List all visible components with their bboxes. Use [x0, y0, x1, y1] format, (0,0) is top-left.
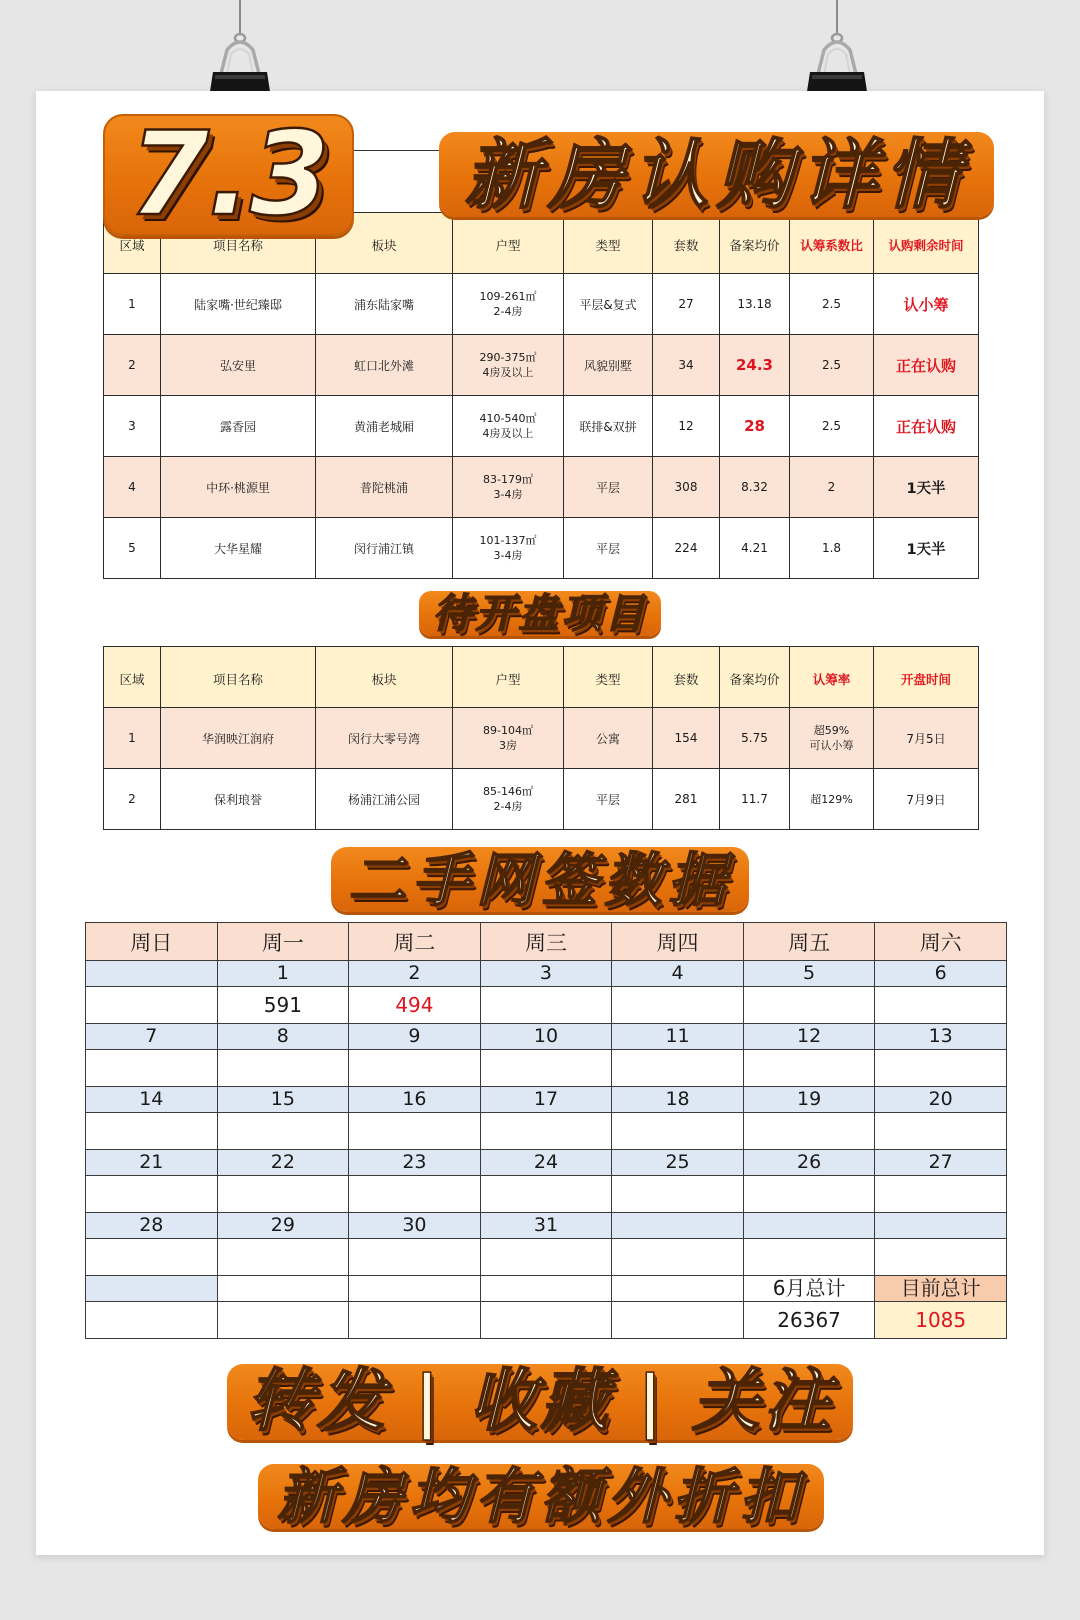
cell-rooms: 3房 — [499, 739, 517, 752]
binder-clip-right — [802, 0, 872, 104]
cell-rooms: 4房及以上 — [482, 427, 534, 440]
cell-open-date: 7月9日 — [874, 769, 979, 830]
count-cell — [612, 1239, 744, 1276]
current-total-value: 1085 — [875, 1302, 1007, 1339]
totals-spacer — [349, 1276, 481, 1302]
discount-banner — [258, 1461, 824, 1532]
col-header-price: 备案均价 — [720, 213, 790, 274]
cell-layout — [453, 335, 564, 396]
cell-ratio: 2 — [790, 457, 874, 518]
col-header-district: 板块 — [316, 647, 453, 708]
cell-type: 公寓 — [564, 708, 653, 769]
cell-no: 5 — [104, 518, 161, 579]
col-header-type: 类型 — [564, 213, 653, 274]
date-cell: 28 — [86, 1213, 218, 1239]
count-cell — [612, 987, 744, 1024]
secondhand-section-banner — [331, 847, 749, 912]
count-cell — [217, 1176, 349, 1213]
week-5-dates — [86, 1213, 1007, 1239]
cell-name: 陆家嘴·世纪臻邸 — [161, 274, 316, 335]
count-cell — [349, 1050, 481, 1087]
cell-rate-note: 可认小筹 — [809, 739, 854, 752]
cell-size: 101-137㎡ — [479, 534, 537, 547]
totals-spacer — [86, 1276, 218, 1302]
totals-spacer — [217, 1302, 349, 1339]
cell-units: 34 — [653, 335, 720, 396]
date-cell: 17 — [480, 1087, 612, 1113]
cell-layout — [453, 518, 564, 579]
count-cell — [743, 1239, 875, 1276]
cell-type: 平层 — [564, 769, 653, 830]
cell-rate — [790, 769, 874, 830]
cell-name: 大华星耀 — [161, 518, 316, 579]
count-cell — [86, 987, 218, 1024]
count-cell — [349, 1176, 481, 1213]
cell-price: 24.3 — [720, 335, 790, 396]
cell-name: 华润映江润府 — [161, 708, 316, 769]
count-cell — [480, 1113, 612, 1150]
count-cell — [480, 1176, 612, 1213]
cell-remaining: 1天半 — [874, 518, 979, 579]
cell-type: 风貌别墅 — [564, 335, 653, 396]
weekday-sat: 周六 — [875, 923, 1007, 961]
cell-rate-value: 超129% — [810, 792, 853, 806]
share-actions-banner — [227, 1364, 853, 1440]
cell-layout — [453, 274, 564, 335]
cell-rooms: 3-4房 — [493, 488, 523, 501]
count-cell — [743, 1050, 875, 1087]
date-cell — [875, 1213, 1007, 1239]
col-header-price: 备案均价 — [720, 647, 790, 708]
count-cell — [875, 1239, 1007, 1276]
cell-rooms: 4房及以上 — [482, 366, 534, 379]
date-cell: 22 — [217, 1150, 349, 1176]
table-row — [104, 274, 979, 335]
date-cell: 27 — [875, 1150, 1007, 1176]
date-cell: 14 — [86, 1087, 218, 1113]
cell-rooms: 2-4房 — [493, 305, 523, 318]
cell-remaining: 正在认购 — [874, 396, 979, 457]
cell-remaining: 认小筹 — [874, 274, 979, 335]
week-4-values — [86, 1176, 1007, 1213]
date-cell — [86, 961, 218, 987]
cell-district: 闵行浦江镇 — [316, 518, 453, 579]
cell-remaining: 1天半 — [874, 457, 979, 518]
date-cell: 25 — [612, 1150, 744, 1176]
count-cell — [743, 1113, 875, 1150]
week-2-values — [86, 1050, 1007, 1087]
count-cell — [875, 1113, 1007, 1150]
count-cell — [875, 1050, 1007, 1087]
totals-spacer — [480, 1302, 612, 1339]
count-cell — [480, 1239, 612, 1276]
cell-district: 浦东陆家嘴 — [316, 274, 453, 335]
weekday-fri: 周五 — [743, 923, 875, 961]
date-cell: 31 — [480, 1213, 612, 1239]
cell-name: 保利琅誉 — [161, 769, 316, 830]
cell-size: 85-146㎡ — [483, 785, 533, 798]
count-cell — [86, 1176, 218, 1213]
weekday-sun: 周日 — [86, 923, 218, 961]
count-cell — [349, 1239, 481, 1276]
col-header-rate: 认筹率 — [790, 647, 874, 708]
col-header-project: 项目名称 — [161, 213, 316, 274]
cell-no: 1 — [104, 274, 161, 335]
cell-layout — [453, 396, 564, 457]
share-actions-text: 转发 | 收藏 | 关注 — [245, 1362, 835, 1441]
cell-size: 410-540㎡ — [479, 412, 537, 425]
col-header-project: 项目名称 — [161, 647, 316, 708]
count-cell — [612, 1050, 744, 1087]
date-cell: 5 — [743, 961, 875, 987]
col-header-region: 区域 — [104, 647, 161, 708]
count-cell — [612, 1176, 744, 1213]
cell-size: 89-104㎡ — [483, 724, 533, 737]
cell-rooms: 3-4房 — [493, 549, 523, 562]
cell-price: 11.7 — [720, 769, 790, 830]
date-cell: 9 — [349, 1024, 481, 1050]
cell-no: 2 — [104, 769, 161, 830]
count-cell: 591 — [217, 987, 349, 1024]
cell-no: 3 — [104, 396, 161, 457]
date-cell: 15 — [217, 1087, 349, 1113]
date-cell: 24 — [480, 1150, 612, 1176]
count-cell — [743, 1176, 875, 1213]
col-header-layout: 户型 — [453, 213, 564, 274]
cell-name: 露香园 — [161, 396, 316, 457]
secondhand-calendar — [85, 922, 1007, 1339]
count-cell — [86, 1050, 218, 1087]
week-3-values — [86, 1113, 1007, 1150]
col-header-remaining: 认购剩余时间 — [874, 213, 979, 274]
count-cell — [86, 1113, 218, 1150]
cell-price: 8.32 — [720, 457, 790, 518]
count-cell — [480, 1050, 612, 1087]
date-cell: 11 — [612, 1024, 744, 1050]
cell-size: 83-179㎡ — [483, 473, 533, 486]
date-cell: 2 — [349, 961, 481, 987]
cell-size: 290-375㎡ — [479, 351, 537, 364]
table-row — [104, 769, 979, 830]
date-cell: 30 — [349, 1213, 481, 1239]
count-cell — [217, 1050, 349, 1087]
week-1-dates — [86, 961, 1007, 987]
cell-layout — [453, 457, 564, 518]
cell-remaining: 正在认购 — [874, 335, 979, 396]
totals-spacer — [612, 1276, 744, 1302]
date-cell: 18 — [612, 1087, 744, 1113]
subscription-table — [103, 212, 979, 579]
upcoming-table — [103, 646, 979, 830]
count-cell — [217, 1239, 349, 1276]
col-header-layout: 户型 — [453, 647, 564, 708]
table-row — [104, 396, 979, 457]
cell-open-date: 7月5日 — [874, 708, 979, 769]
count-cell — [217, 1113, 349, 1150]
binder-clip-left — [205, 0, 275, 104]
date-cell: 19 — [743, 1087, 875, 1113]
date-cell: 12 — [743, 1024, 875, 1050]
date-badge — [103, 107, 354, 242]
current-total-label: 目前总计 — [875, 1276, 1007, 1302]
cell-layout — [453, 708, 564, 769]
cell-units: 308 — [653, 457, 720, 518]
cell-price: 5.75 — [720, 708, 790, 769]
date-cell: 1 — [217, 961, 349, 987]
cell-price: 13.18 — [720, 274, 790, 335]
count-cell-highlight: 494 — [349, 987, 481, 1024]
secondhand-section-title: 二手网签数据 — [347, 845, 732, 914]
week-4-dates — [86, 1150, 1007, 1176]
cell-ratio: 1.8 — [790, 518, 874, 579]
cell-units: 281 — [653, 769, 720, 830]
cell-price: 4.21 — [720, 518, 790, 579]
date-cell: 21 — [86, 1150, 218, 1176]
weekday-wed: 周三 — [480, 923, 612, 961]
cell-rate-value: 超59% — [813, 724, 850, 737]
title-frame-line — [350, 150, 446, 212]
cell-price: 28 — [720, 396, 790, 457]
table-row — [104, 518, 979, 579]
col-header-region: 区域 — [104, 213, 161, 274]
june-total-value: 26367 — [743, 1302, 875, 1339]
weekday-mon: 周一 — [217, 923, 349, 961]
week-5-values — [86, 1239, 1007, 1276]
date-cell: 4 — [612, 961, 744, 987]
totals-spacer — [349, 1302, 481, 1339]
page-title-banner — [439, 129, 994, 219]
cell-ratio: 2.5 — [790, 335, 874, 396]
count-cell — [86, 1239, 218, 1276]
cell-ratio: 2.5 — [790, 274, 874, 335]
col-header-units: 套数 — [653, 213, 720, 274]
cell-district: 虹口北外滩 — [316, 335, 453, 396]
count-cell — [349, 1113, 481, 1150]
date-cell: 23 — [349, 1150, 481, 1176]
cell-no: 1 — [104, 708, 161, 769]
totals-spacer — [86, 1302, 218, 1339]
date-cell — [612, 1213, 744, 1239]
col-header-units: 套数 — [653, 647, 720, 708]
date-cell: 29 — [217, 1213, 349, 1239]
date-cell: 10 — [480, 1024, 612, 1050]
totals-spacer — [612, 1302, 744, 1339]
col-header-type: 类型 — [564, 647, 653, 708]
upcoming-section-title: 待开盘项目 — [432, 590, 648, 637]
count-cell — [612, 1113, 744, 1150]
upcoming-section-banner — [419, 591, 661, 636]
cell-no: 2 — [104, 335, 161, 396]
col-header-district: 板块 — [316, 213, 453, 274]
cell-ratio: 2.5 — [790, 396, 874, 457]
discount-text: 新房均有额外折扣 — [277, 1461, 805, 1532]
date-cell: 8 — [217, 1024, 349, 1050]
cell-no: 4 — [104, 457, 161, 518]
cell-rooms: 2-4房 — [493, 800, 523, 813]
cell-district: 杨浦江浦公园 — [316, 769, 453, 830]
table-header-row — [104, 647, 979, 708]
cell-type: 平层&复式 — [564, 274, 653, 335]
cell-district: 普陀桃浦 — [316, 457, 453, 518]
weekday-thu: 周四 — [612, 923, 744, 961]
count-cell — [743, 987, 875, 1024]
date-cell: 16 — [349, 1087, 481, 1113]
count-cell — [480, 987, 612, 1024]
date-cell: 13 — [875, 1024, 1007, 1050]
date-cell: 20 — [875, 1087, 1007, 1113]
cell-units: 224 — [653, 518, 720, 579]
table-row — [104, 457, 979, 518]
table-row — [104, 708, 979, 769]
date-cell: 6 — [875, 961, 1007, 987]
weekday-tue: 周二 — [349, 923, 481, 961]
cell-rate — [790, 708, 874, 769]
cell-district: 闵行大零号湾 — [316, 708, 453, 769]
week-1-values — [86, 987, 1007, 1024]
cell-name: 弘安里 — [161, 335, 316, 396]
count-cell — [875, 1176, 1007, 1213]
table-row — [104, 335, 979, 396]
date-cell: 7 — [86, 1024, 218, 1050]
cell-district: 黄浦老城厢 — [316, 396, 453, 457]
page-title: 新房认购详情 — [464, 129, 969, 219]
june-total-label: 6月总计 — [743, 1276, 875, 1302]
cell-layout — [453, 769, 564, 830]
col-header-ratio: 认筹系数比 — [790, 213, 874, 274]
cell-name: 中环·桃源里 — [161, 457, 316, 518]
col-header-open-date: 开盘时间 — [874, 647, 979, 708]
cell-type: 平层 — [564, 457, 653, 518]
cell-units: 12 — [653, 396, 720, 457]
count-cell — [875, 987, 1007, 1024]
date-cell: 26 — [743, 1150, 875, 1176]
cell-size: 109-261㎡ — [479, 290, 537, 303]
cell-units: 154 — [653, 708, 720, 769]
week-3-dates — [86, 1087, 1007, 1113]
weekday-header-row — [86, 923, 1007, 961]
totals-spacer — [480, 1276, 612, 1302]
date-cell — [743, 1213, 875, 1239]
date-cell: 3 — [480, 961, 612, 987]
cell-type: 平层 — [564, 518, 653, 579]
totals-value-row — [86, 1302, 1007, 1339]
totals-spacer — [217, 1276, 349, 1302]
cell-units: 27 — [653, 274, 720, 335]
week-2-dates — [86, 1024, 1007, 1050]
totals-label-row — [86, 1276, 1007, 1302]
cell-type: 联排&双拼 — [564, 396, 653, 457]
date-badge-text: 7.3 — [128, 107, 329, 242]
